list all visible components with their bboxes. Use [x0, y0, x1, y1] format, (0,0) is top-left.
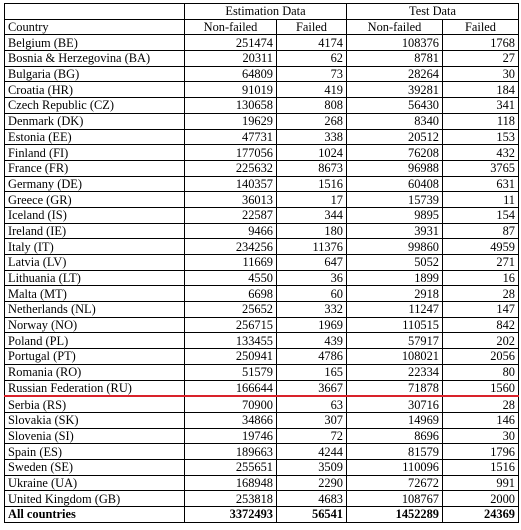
total-est-failed: 56541 [277, 507, 347, 523]
cell-est-failed: 4683 [277, 491, 347, 507]
table-row [5, 160, 519, 176]
cell-test-nonfailed: 96988 [347, 160, 443, 176]
cell-country: Poland (PL) [5, 333, 185, 349]
cell-test-nonfailed: 8696 [347, 428, 443, 444]
cell-test-nonfailed: 110515 [347, 317, 443, 333]
cell-test-nonfailed: 11247 [347, 302, 443, 318]
table-row [5, 444, 519, 460]
table-row [5, 255, 519, 271]
cell-est-nonfailed: 225632 [185, 160, 277, 176]
table-row [5, 302, 519, 318]
cell-test-failed: 30 [443, 66, 519, 82]
cell-est-failed: 439 [277, 333, 347, 349]
cell-test-failed: 118 [443, 113, 519, 129]
cell-est-failed: 1024 [277, 145, 347, 161]
cell-country: Romania (RO) [5, 364, 185, 380]
cell-est-failed: 808 [277, 98, 347, 114]
cell-test-nonfailed: 1899 [347, 270, 443, 286]
cell-test-nonfailed: 9895 [347, 207, 443, 223]
cell-est-nonfailed: 255651 [185, 459, 277, 475]
cell-country: Spain (ES) [5, 444, 185, 460]
cell-test-failed: 30 [443, 428, 519, 444]
table-row [5, 98, 519, 114]
cell-est-failed: 3667 [277, 380, 347, 396]
cell-country: Estonia (EE) [5, 129, 185, 145]
header-test-nonfailed: Non-failed [347, 19, 443, 35]
cell-country: Malta (MT) [5, 286, 185, 302]
cell-est-nonfailed: 22587 [185, 207, 277, 223]
cell-est-failed: 60 [277, 286, 347, 302]
cell-country: Ireland (IE) [5, 223, 185, 239]
cell-country: Serbia (RS) [5, 396, 185, 412]
table-row [5, 113, 519, 129]
cell-test-failed: 154 [443, 207, 519, 223]
table-header [5, 4, 519, 35]
cell-est-nonfailed: 25652 [185, 302, 277, 318]
table-row [5, 145, 519, 161]
cell-est-nonfailed: 51579 [185, 364, 277, 380]
cell-test-nonfailed: 8340 [347, 113, 443, 129]
cell-test-nonfailed: 28264 [347, 66, 443, 82]
cell-est-nonfailed: 250941 [185, 349, 277, 365]
total-country: All countries [5, 507, 185, 523]
cell-test-failed: 341 [443, 98, 519, 114]
cell-est-failed: 8673 [277, 160, 347, 176]
cell-est-failed: 180 [277, 223, 347, 239]
cell-country: Lithuania (LT) [5, 270, 185, 286]
table-row [5, 51, 519, 67]
cell-test-failed: 842 [443, 317, 519, 333]
table-row [5, 82, 519, 98]
cell-est-failed: 419 [277, 82, 347, 98]
cell-est-nonfailed: 34866 [185, 412, 277, 428]
group-header-test: Test Data [347, 4, 519, 20]
cell-test-failed: 87 [443, 223, 519, 239]
header-test-failed: Failed [443, 19, 519, 35]
cell-country: Denmark (DK) [5, 113, 185, 129]
table-row [5, 380, 519, 396]
cell-est-nonfailed: 133455 [185, 333, 277, 349]
group-header-blank [5, 4, 185, 20]
cell-est-failed: 1516 [277, 176, 347, 192]
table-row [5, 239, 519, 255]
cell-test-nonfailed: 3931 [347, 223, 443, 239]
table-row [5, 333, 519, 349]
cell-est-nonfailed: 36013 [185, 192, 277, 208]
cell-test-failed: 4959 [443, 239, 519, 255]
cell-est-failed: 338 [277, 129, 347, 145]
cell-country: Ukraine (UA) [5, 475, 185, 491]
cell-est-failed: 2290 [277, 475, 347, 491]
cell-est-nonfailed: 11669 [185, 255, 277, 271]
cell-test-nonfailed: 108376 [347, 35, 443, 51]
cell-est-nonfailed: 9466 [185, 223, 277, 239]
cell-est-nonfailed: 6698 [185, 286, 277, 302]
cell-est-nonfailed: 234256 [185, 239, 277, 255]
cell-test-nonfailed: 57917 [347, 333, 443, 349]
cell-country: Greece (GR) [5, 192, 185, 208]
table-row [5, 223, 519, 239]
cell-est-nonfailed: 70900 [185, 396, 277, 412]
cell-country: Czech Republic (CZ) [5, 98, 185, 114]
cell-est-nonfailed: 140357 [185, 176, 277, 192]
cell-test-nonfailed: 108767 [347, 491, 443, 507]
cell-country: France (FR) [5, 160, 185, 176]
total-test-failed: 24369 [443, 507, 519, 523]
cell-country: Norway (NO) [5, 317, 185, 333]
cell-test-failed: 2056 [443, 349, 519, 365]
cell-country: Portugal (PT) [5, 349, 185, 365]
sub-header-row [5, 19, 519, 35]
cell-test-failed: 432 [443, 145, 519, 161]
cell-est-nonfailed: 166644 [185, 380, 277, 396]
cell-country: Belgium (BE) [5, 35, 185, 51]
cell-test-failed: 2000 [443, 491, 519, 507]
cell-test-nonfailed: 99860 [347, 239, 443, 255]
cell-country: Iceland (IS) [5, 207, 185, 223]
table-row [5, 129, 519, 145]
cell-test-failed: 80 [443, 364, 519, 380]
cell-country: Germany (DE) [5, 176, 185, 192]
cell-est-failed: 4244 [277, 444, 347, 460]
table-row [5, 66, 519, 82]
table-row [5, 364, 519, 380]
cell-country: Sweden (SE) [5, 459, 185, 475]
cell-est-failed: 332 [277, 302, 347, 318]
cell-test-failed: 3765 [443, 160, 519, 176]
cell-test-failed: 1560 [443, 380, 519, 396]
cell-country: Slovakia (SK) [5, 412, 185, 428]
cell-est-failed: 4174 [277, 35, 347, 51]
cell-country: United Kingdom (GB) [5, 491, 185, 507]
table-row [5, 475, 519, 491]
total-row [5, 507, 519, 523]
cell-test-nonfailed: 30716 [347, 396, 443, 412]
cell-test-failed: 631 [443, 176, 519, 192]
cell-est-failed: 11376 [277, 239, 347, 255]
header-est-failed: Failed [277, 19, 347, 35]
table-row [5, 317, 519, 333]
cell-est-failed: 62 [277, 51, 347, 67]
cell-test-nonfailed: 76208 [347, 145, 443, 161]
cell-country: Slovenia (SI) [5, 428, 185, 444]
cell-country: Latvia (LV) [5, 255, 185, 271]
cell-est-nonfailed: 251474 [185, 35, 277, 51]
cell-est-nonfailed: 130658 [185, 98, 277, 114]
table-row [5, 270, 519, 286]
table-row [5, 207, 519, 223]
cell-est-failed: 63 [277, 396, 347, 412]
table-row [5, 192, 519, 208]
total-est-nonfailed: 3372493 [185, 507, 277, 523]
table-row [5, 286, 519, 302]
cell-test-nonfailed: 56430 [347, 98, 443, 114]
cell-test-failed: 202 [443, 333, 519, 349]
cell-est-nonfailed: 177056 [185, 145, 277, 161]
cell-est-failed: 72 [277, 428, 347, 444]
cell-test-failed: 16 [443, 270, 519, 286]
cell-test-nonfailed: 39281 [347, 82, 443, 98]
cell-est-nonfailed: 91019 [185, 82, 277, 98]
cell-test-failed: 1768 [443, 35, 519, 51]
cell-test-failed: 28 [443, 396, 519, 412]
cell-est-failed: 4786 [277, 349, 347, 365]
cell-est-failed: 268 [277, 113, 347, 129]
table-row [5, 412, 519, 428]
cell-country: Netherlands (NL) [5, 302, 185, 318]
cell-test-failed: 28 [443, 286, 519, 302]
cell-country: Finland (FI) [5, 145, 185, 161]
cell-est-failed: 1969 [277, 317, 347, 333]
cell-est-nonfailed: 189663 [185, 444, 277, 460]
cell-est-nonfailed: 20311 [185, 51, 277, 67]
cell-test-nonfailed: 14969 [347, 412, 443, 428]
group-header-row [5, 4, 519, 20]
data-table [4, 3, 519, 523]
table-row [5, 349, 519, 365]
table-row [5, 35, 519, 51]
cell-test-nonfailed: 81579 [347, 444, 443, 460]
cell-country: Bulgaria (BG) [5, 66, 185, 82]
cell-test-nonfailed: 15739 [347, 192, 443, 208]
cell-est-nonfailed: 4550 [185, 270, 277, 286]
cell-est-failed: 344 [277, 207, 347, 223]
cell-est-nonfailed: 256715 [185, 317, 277, 333]
cell-test-failed: 146 [443, 412, 519, 428]
cell-est-failed: 307 [277, 412, 347, 428]
cell-test-failed: 991 [443, 475, 519, 491]
cell-test-failed: 11 [443, 192, 519, 208]
cell-test-nonfailed: 2918 [347, 286, 443, 302]
cell-test-nonfailed: 22334 [347, 364, 443, 380]
cell-test-failed: 184 [443, 82, 519, 98]
header-country: Country [5, 19, 185, 35]
header-est-nonfailed: Non-failed [185, 19, 277, 35]
table-row [5, 396, 519, 412]
cell-est-failed: 165 [277, 364, 347, 380]
cell-country: Bosnia & Herzegovina (BA) [5, 51, 185, 67]
cell-test-failed: 147 [443, 302, 519, 318]
cell-est-failed: 3509 [277, 459, 347, 475]
cell-test-failed: 1516 [443, 459, 519, 475]
cell-est-nonfailed: 168948 [185, 475, 277, 491]
cell-country: Croatia (HR) [5, 82, 185, 98]
table-body [5, 35, 519, 522]
cell-est-nonfailed: 47731 [185, 129, 277, 145]
table-row [5, 176, 519, 192]
table-row [5, 459, 519, 475]
cell-est-failed: 17 [277, 192, 347, 208]
cell-test-nonfailed: 5052 [347, 255, 443, 271]
cell-test-failed: 153 [443, 129, 519, 145]
cell-test-failed: 1796 [443, 444, 519, 460]
cell-test-nonfailed: 60408 [347, 176, 443, 192]
table-row [5, 428, 519, 444]
cell-est-failed: 36 [277, 270, 347, 286]
cell-test-failed: 271 [443, 255, 519, 271]
cell-test-nonfailed: 110096 [347, 459, 443, 475]
table-container [4, 3, 518, 523]
cell-test-nonfailed: 8781 [347, 51, 443, 67]
total-test-nonfailed: 1452289 [347, 507, 443, 523]
cell-country: Italy (IT) [5, 239, 185, 255]
cell-test-nonfailed: 71878 [347, 380, 443, 396]
cell-test-nonfailed: 20512 [347, 129, 443, 145]
cell-test-nonfailed: 72672 [347, 475, 443, 491]
cell-est-nonfailed: 253818 [185, 491, 277, 507]
cell-est-failed: 73 [277, 66, 347, 82]
cell-test-failed: 27 [443, 51, 519, 67]
cell-est-nonfailed: 19629 [185, 113, 277, 129]
cell-est-failed: 647 [277, 255, 347, 271]
cell-test-nonfailed: 108021 [347, 349, 443, 365]
cell-est-nonfailed: 19746 [185, 428, 277, 444]
table-row [5, 491, 519, 507]
cell-country: Russian Federation (RU) [5, 380, 185, 396]
group-header-estimation: Estimation Data [185, 4, 347, 20]
cell-est-nonfailed: 64809 [185, 66, 277, 82]
